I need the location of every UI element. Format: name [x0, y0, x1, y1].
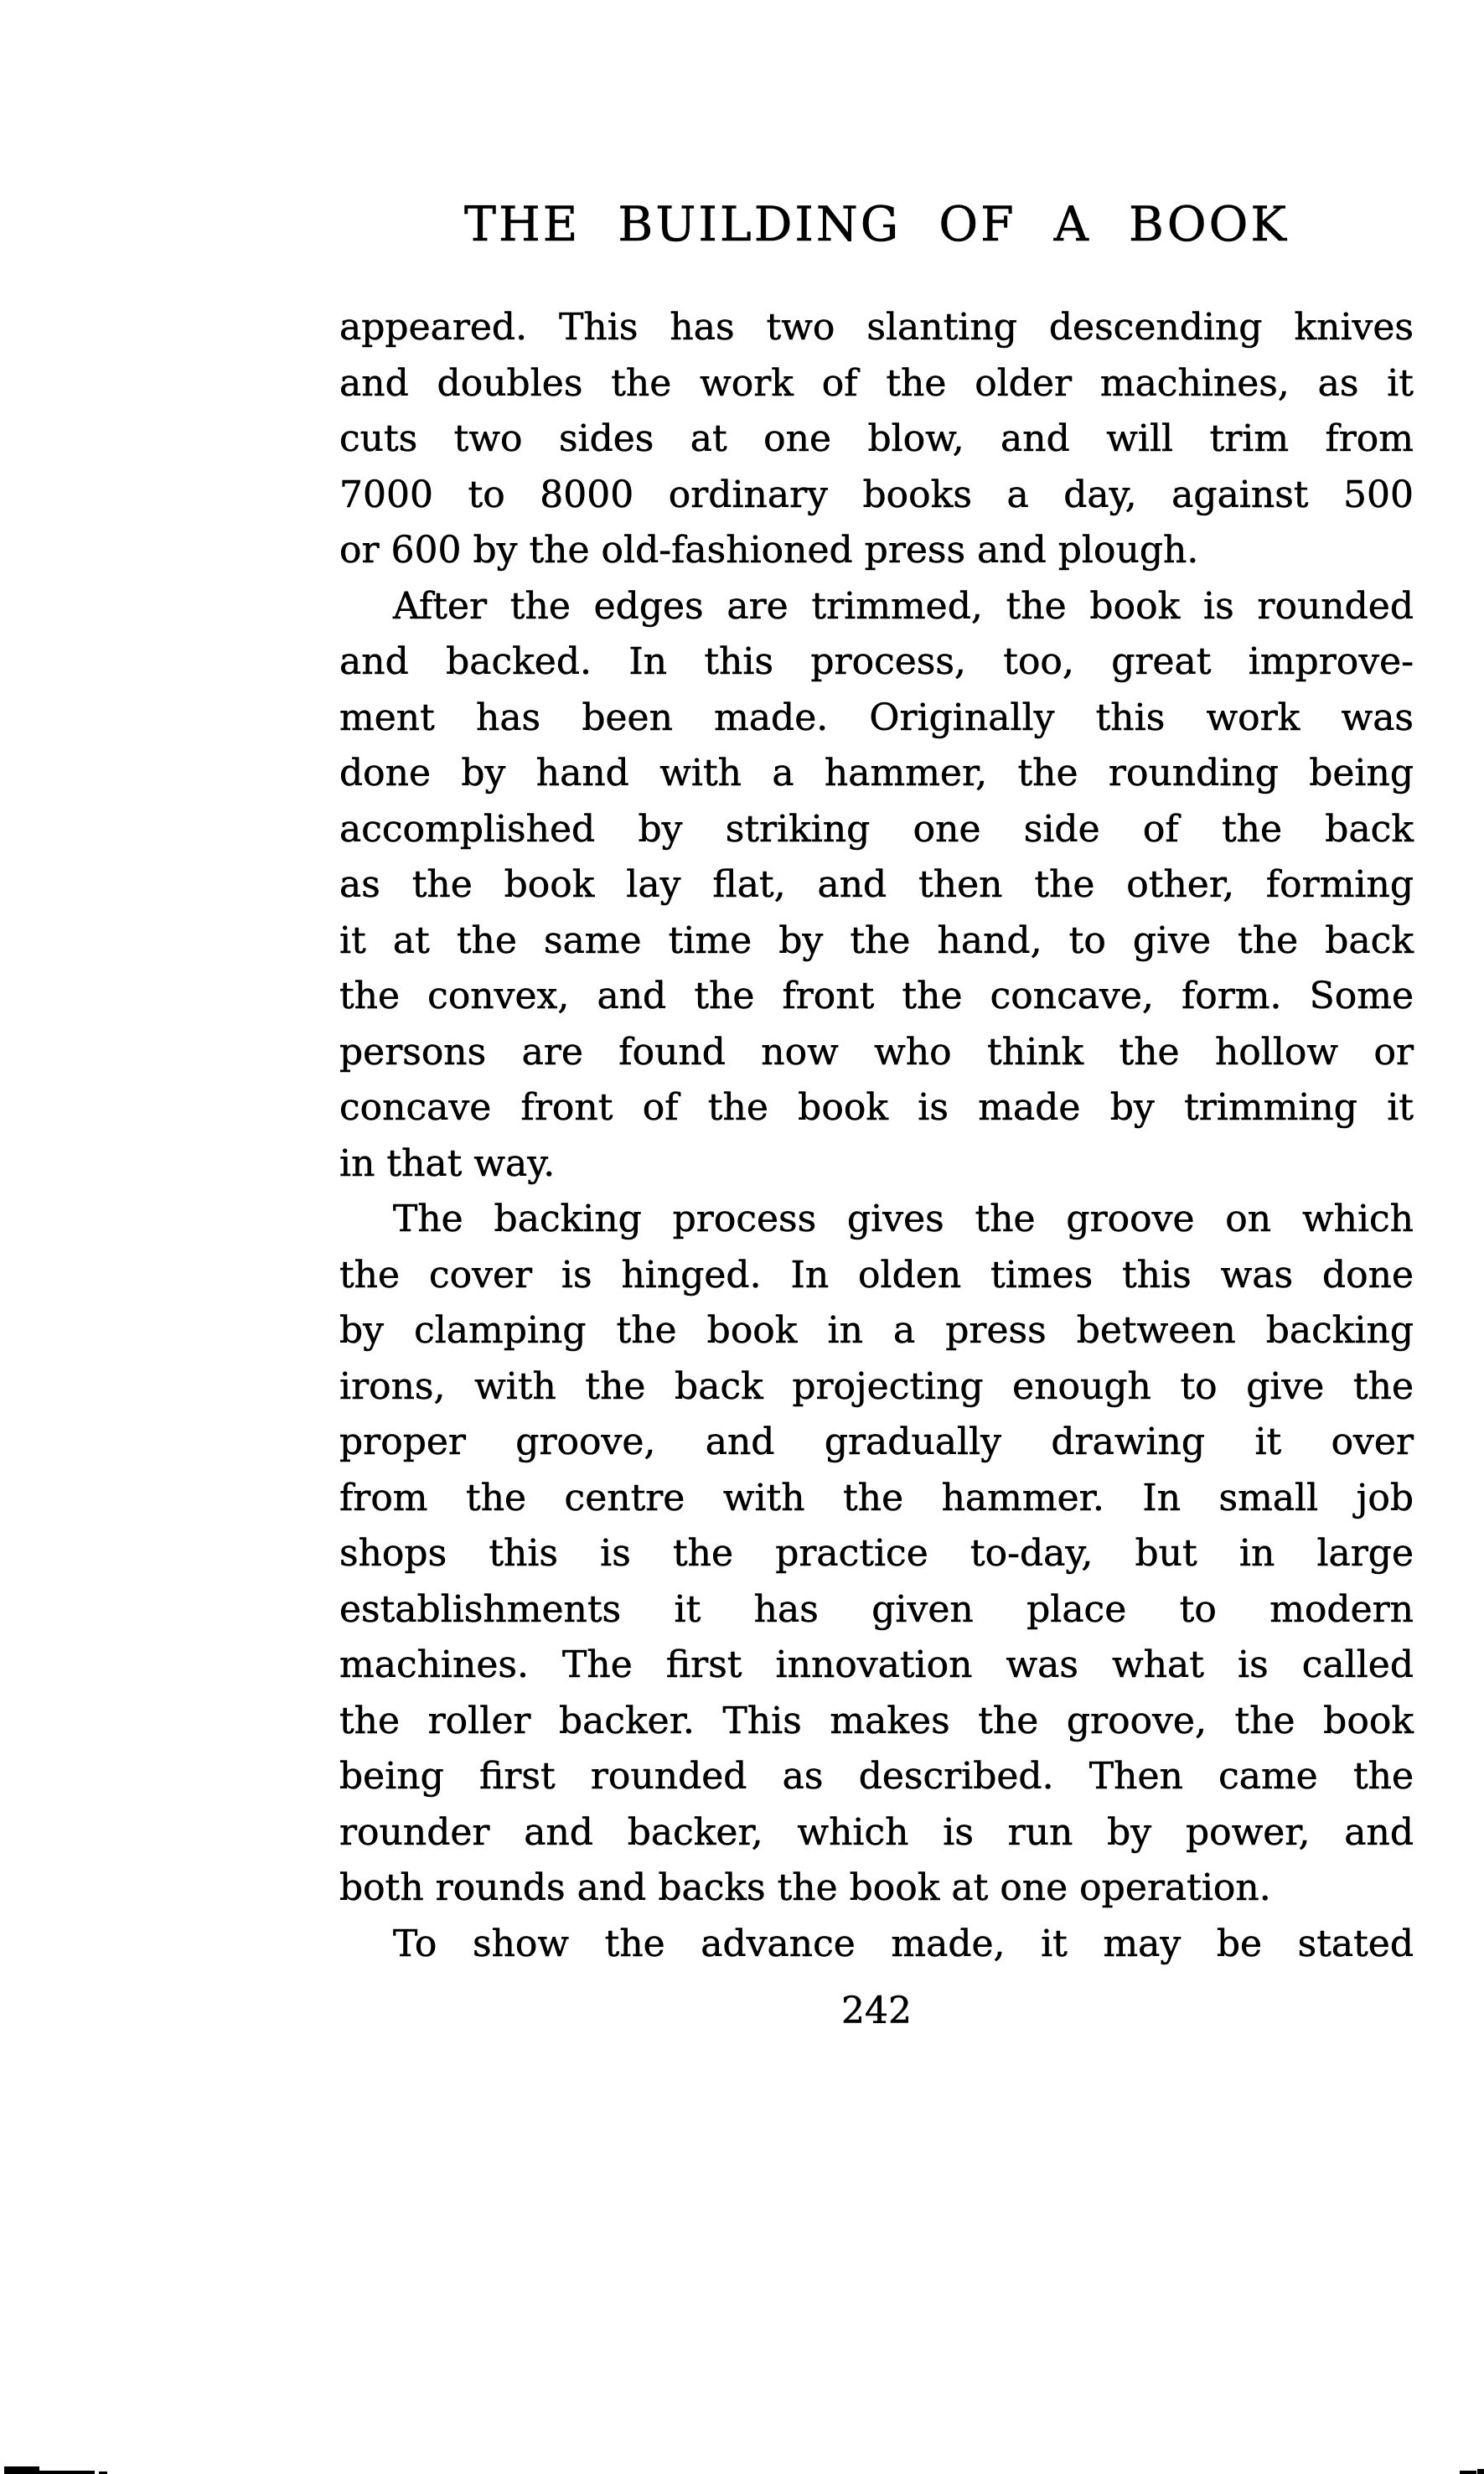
text-line: machines. The first innovation was what is called: [339, 1643, 1414, 1686]
text-line: or 600 by the old-fashioned press and plough.: [339, 529, 1199, 572]
text-line: both rounds and backs the book at one operation.: [339, 1866, 1271, 1909]
text-line: by clamping the book in a press between backing: [339, 1309, 1414, 1352]
text-line: establishments it has given place to modern: [339, 1587, 1414, 1631]
text-line: from the centre with the hammer. In small job: [339, 1476, 1414, 1519]
text-line: the cover is hinged. In olden times this was done: [339, 1253, 1414, 1297]
text-line: the roller backer. This makes the groove, the book: [339, 1699, 1414, 1742]
scan-artifact-bottom-right: [1460, 2471, 1476, 2474]
text-line: the convex, and the front the concave, form. Some: [339, 975, 1414, 1017]
text-line: proper groove, and gradually drawing it over: [339, 1421, 1414, 1463]
text-line: accomplished by striking one side of the back: [339, 807, 1414, 851]
text-line: and doubles the work of the older machines, as it: [339, 361, 1414, 405]
text-line: 7000 to 8000 ordinary books a day, against 500: [339, 473, 1414, 516]
paragraph: [339, 300, 1414, 579]
paragraph: [339, 1917, 1414, 1973]
text-line: done by hand with a hammer, the rounding being: [339, 752, 1414, 794]
text-line: ment has been made. Originally this work was: [339, 696, 1414, 739]
text-line: appeared. This has two slanting descending knives: [339, 306, 1414, 349]
scan-artifact-bottom-left-tail: [4, 2471, 95, 2474]
page-number: 242: [841, 1990, 912, 2032]
body-text: [339, 300, 1414, 1972]
paragraph: [339, 1192, 1414, 1917]
text-line: cuts two sides at one blow, and will trim from: [339, 417, 1414, 460]
text-line: being first rounded as described. Then came the: [339, 1755, 1414, 1798]
text-line: in that way.: [339, 1141, 556, 1185]
text-line: it at the same time by the hand, to give the back: [339, 919, 1414, 962]
text-line: shops this is the practice to-day, but in large: [339, 1532, 1414, 1575]
text-line: To show the advance made, it may be stated: [393, 1922, 1414, 1965]
text-line: persons are found now who think the hollow or: [339, 1030, 1414, 1074]
text-line: and backed. In this process, too, great improve-: [339, 640, 1414, 683]
paragraph: [339, 579, 1414, 1193]
text-line: The backing process gives the groove on which: [393, 1198, 1414, 1240]
text-line: concave front of the book is made by trimming it: [339, 1086, 1414, 1129]
text-line: After the edges are trimmed, the book is rounded: [393, 584, 1414, 628]
text-line: irons, with the back projecting enough to give the: [339, 1364, 1414, 1408]
page-title: THE BUILDING OF A BOOK: [464, 197, 1289, 252]
scan-artifact-bottom-right-dot: [1477, 2469, 1484, 2474]
text-line: as the book lay flat, and then the other, forming: [339, 863, 1414, 906]
text-line: rounder and backer, which is run by power, and: [339, 1810, 1414, 1854]
